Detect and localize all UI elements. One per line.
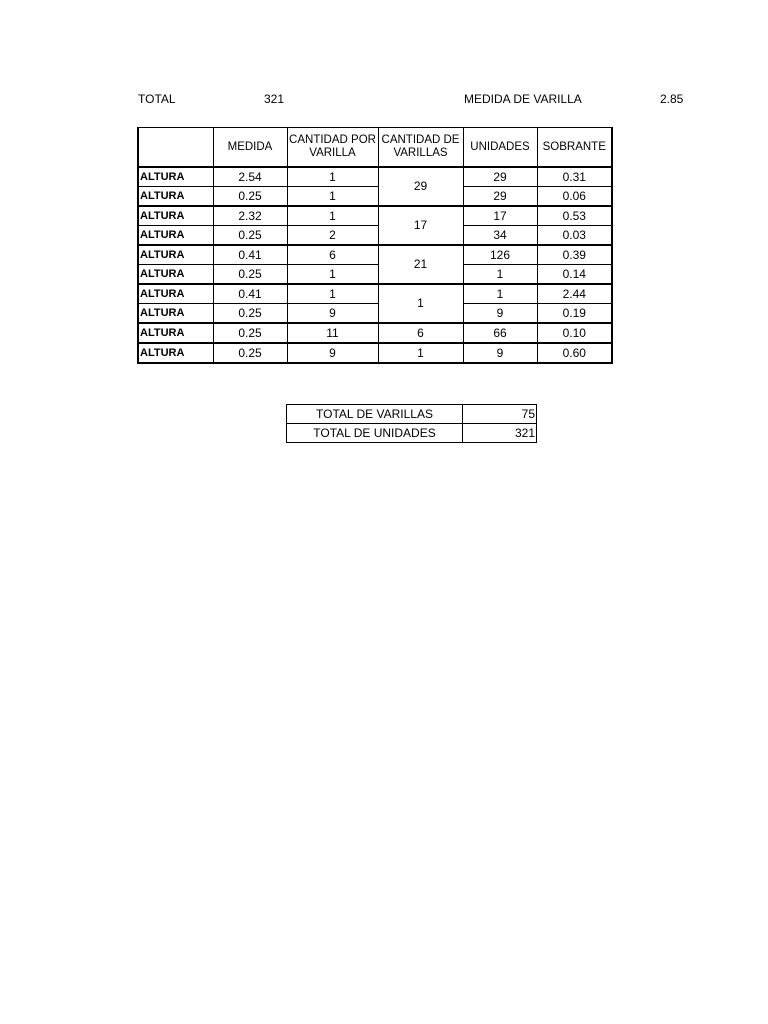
cell-unidades: 29	[463, 187, 537, 207]
cell-sobrante: 2.44	[537, 284, 612, 304]
table-row	[138, 226, 612, 246]
summary-table	[286, 404, 537, 443]
cell-sobrante: 0.31	[537, 167, 612, 187]
cell-unidades: 66	[463, 323, 537, 343]
cell-cantidad-de-varillas: 6	[378, 323, 463, 343]
header-cell-unidades: UNIDADES	[463, 128, 537, 168]
table-row	[138, 323, 612, 343]
row-label: ALTURA	[138, 304, 213, 324]
cell-medida: 0.25	[213, 304, 287, 324]
cell-sobrante: 0.14	[537, 265, 612, 285]
rod-length-value: 2.85	[660, 92, 684, 106]
cell-unidades: 9	[463, 343, 537, 363]
summary-row-total-varillas	[287, 405, 537, 424]
row-label: ALTURA	[138, 265, 213, 285]
header-cell-cantidad-por-varilla: CANTIDAD POR VARILLA	[287, 128, 378, 168]
cell-cantidad-de-varillas: 21	[378, 245, 463, 284]
header-cell-medida: MEDIDA	[213, 128, 287, 168]
cell-medida: 0.25	[213, 343, 287, 363]
cell-medida: 2.54	[213, 167, 287, 187]
cell-cantidad-por-varilla: 9	[287, 304, 378, 324]
cell-sobrante: 0.06	[537, 187, 612, 207]
cell-cantidad-por-varilla: 1	[287, 206, 378, 226]
cell-unidades: 1	[463, 284, 537, 304]
cell-medida: 0.41	[213, 284, 287, 304]
total-varillas-value: 75	[463, 405, 537, 424]
cell-medida: 2.32	[213, 206, 287, 226]
total-unidades-label: TOTAL DE UNIDADES	[287, 424, 463, 443]
total-varillas-label: TOTAL DE VARILLAS	[287, 405, 463, 424]
row-label: ALTURA	[138, 284, 213, 304]
cell-sobrante: 0.10	[537, 323, 612, 343]
table-row	[138, 245, 612, 265]
table-row	[138, 206, 612, 226]
cell-cantidad-por-varilla: 1	[287, 167, 378, 187]
cell-cantidad-de-varillas: 17	[378, 206, 463, 245]
cell-cantidad-de-varillas: 1	[378, 284, 463, 323]
cell-unidades: 126	[463, 245, 537, 265]
cell-cantidad-de-varillas: 1	[378, 343, 463, 363]
cell-cantidad-por-varilla: 1	[287, 265, 378, 285]
row-label: ALTURA	[138, 206, 213, 226]
header-cell-empty	[138, 128, 213, 168]
cell-medida: 0.25	[213, 323, 287, 343]
cell-medida: 0.25	[213, 265, 287, 285]
row-label: ALTURA	[138, 245, 213, 265]
cell-unidades: 9	[463, 304, 537, 324]
total-value: 321	[264, 92, 285, 106]
cell-sobrante: 0.60	[537, 343, 612, 363]
cell-cantidad-de-varillas: 29	[378, 167, 463, 206]
cutting-table	[137, 127, 613, 364]
header-cell-cantidad-de-varillas: CANTIDAD DE VARILLAS	[378, 128, 463, 168]
row-label: ALTURA	[138, 167, 213, 187]
table-row	[138, 265, 612, 285]
table-row	[138, 187, 612, 207]
cell-cantidad-por-varilla: 2	[287, 226, 378, 246]
cell-sobrante: 0.53	[537, 206, 612, 226]
table-header-row	[138, 128, 612, 168]
total-unidades-value: 321	[463, 424, 537, 443]
cell-cantidad-por-varilla: 11	[287, 323, 378, 343]
cell-unidades: 34	[463, 226, 537, 246]
table-row	[138, 343, 612, 363]
cell-unidades: 29	[463, 167, 537, 187]
summary-row-total-unidades	[287, 424, 537, 443]
row-label: ALTURA	[138, 323, 213, 343]
rod-length-label: MEDIDA DE VARILLA	[464, 92, 582, 106]
cell-unidades: 17	[463, 206, 537, 226]
row-label: ALTURA	[138, 187, 213, 207]
cell-sobrante: 0.03	[537, 226, 612, 246]
cell-cantidad-por-varilla: 1	[287, 284, 378, 304]
total-label: TOTAL	[138, 92, 176, 106]
cell-unidades: 1	[463, 265, 537, 285]
cell-cantidad-por-varilla: 1	[287, 187, 378, 207]
table-row	[138, 304, 612, 324]
table-row	[138, 167, 612, 187]
table-row	[138, 284, 612, 304]
cell-medida: 0.25	[213, 226, 287, 246]
cell-medida: 0.41	[213, 245, 287, 265]
row-label: ALTURA	[138, 226, 213, 246]
cell-cantidad-por-varilla: 9	[287, 343, 378, 363]
cell-cantidad-por-varilla: 6	[287, 245, 378, 265]
row-label: ALTURA	[138, 343, 213, 363]
cell-medida: 0.25	[213, 187, 287, 207]
cell-sobrante: 0.19	[537, 304, 612, 324]
header-cell-sobrante: SOBRANTE	[537, 128, 612, 168]
cell-sobrante: 0.39	[537, 245, 612, 265]
